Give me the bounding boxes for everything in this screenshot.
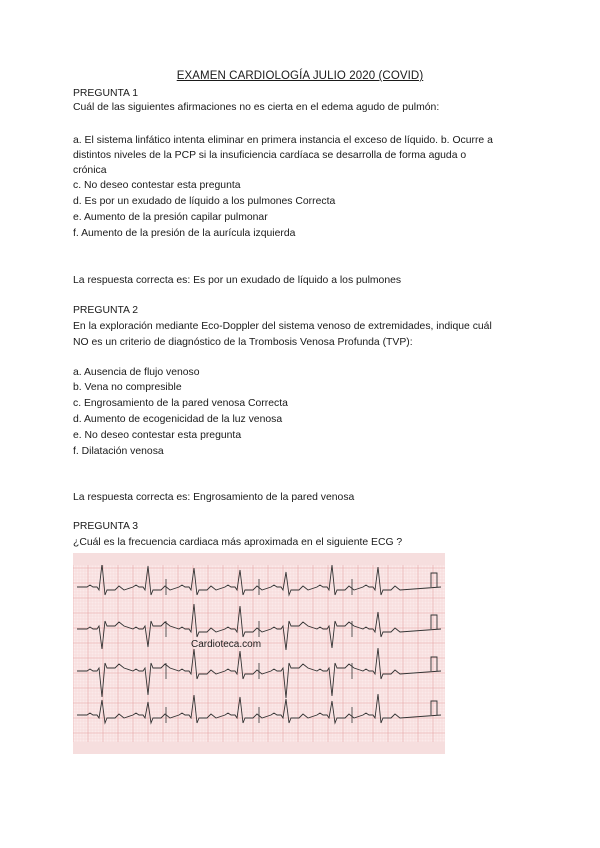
question-2-option: d. Aumento de ecogenicidad de la luz venosa (73, 414, 283, 425)
question-2-text: En la exploración mediante Eco-Doppler del sistema venoso de extremidades, indique cuál (73, 321, 492, 332)
question-3-label: PREGUNTA 3 (73, 521, 139, 532)
ecg-bottom-band (73, 742, 445, 754)
ecg-image (73, 553, 445, 754)
question-1-option-line: crónica (73, 165, 107, 176)
question-2-label: PREGUNTA 2 (73, 305, 139, 316)
question-1-option-line: e. Aumento de la presión capilar pulmonar (73, 212, 268, 223)
question-1-text: Cuál de las siguientes afirmaciones no es cierta en el edema agudo de pulmón: (73, 102, 440, 113)
question-1-option-line: d. Es por un exudado de líquido a los pulmones Correcta (73, 196, 336, 207)
question-1-option-line: a. El sistema linfático intenta eliminar en primera instancia el exceso de líquido. b. Ocurre a (73, 135, 493, 146)
question-1-option-line: c. No deseo contestar esta pregunta (73, 180, 241, 191)
question-2-text: NO es un criterio de diagnóstico de la Trombosis Venosa Profunda (TVP): (73, 337, 413, 348)
question-1-answer: La respuesta correcta es: Es por un exudado de líquido a los pulmones (73, 275, 402, 286)
question-1-option-line: f. Aumento de la presión de la aurícula izquierda (73, 228, 296, 239)
question-2-option: a. Ausencia de flujo venoso (73, 367, 200, 378)
ecg-trace-graphic (73, 553, 445, 754)
question-2-option: f. Dilatación venosa (73, 446, 164, 457)
question-2-option: e. No deseo contestar esta pregunta (73, 430, 242, 441)
page-title: EXAMEN CARDIOLOGÍA JULIO 2020 (COVID) (176, 70, 424, 82)
question-2-answer: La respuesta correcta es: Engrosamiento de la pared venosa (73, 492, 355, 503)
question-1-option-line: distintos niveles de la PCP si la insuficiencia cardíaca se desarrolla de forma aguda o (73, 150, 467, 161)
question-3-text: ¿Cuál es la frecuencia cardiaca más aproximada en el siguiente ECG ? (73, 537, 403, 548)
question-2-option: c. Engrosamiento de la pared venosa Correcta (73, 398, 288, 409)
ecg-top-band (73, 553, 445, 565)
question-2-option: b. Vena no compresible (73, 382, 182, 393)
question-1-label: PREGUNTA 1 (73, 88, 139, 99)
ecg-watermark: Cardioteca.com (191, 639, 262, 650)
